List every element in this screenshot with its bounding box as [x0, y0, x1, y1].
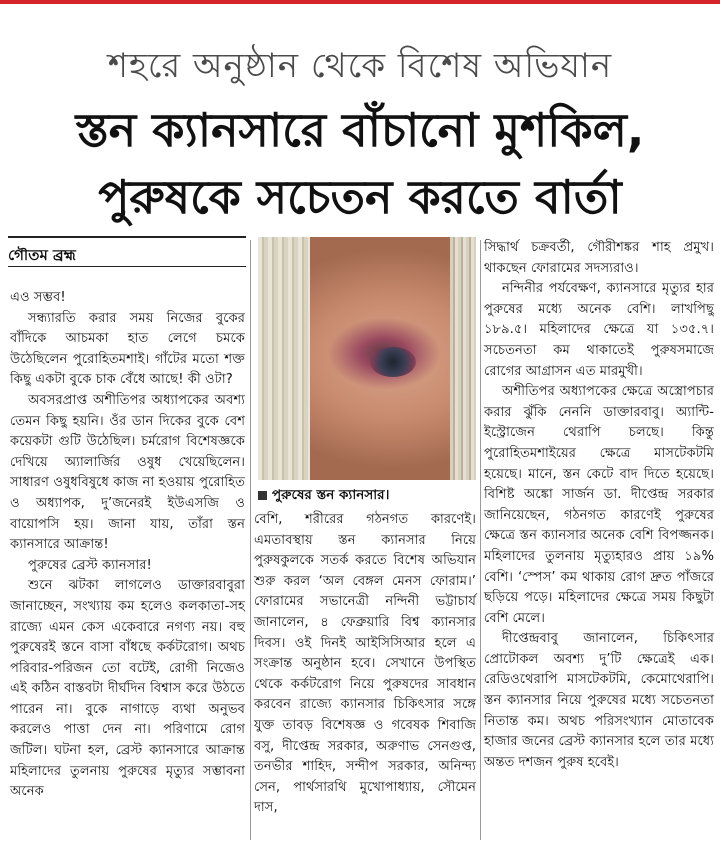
paragraph: সিদ্ধার্থ চক্রবর্তী, গৌরীশঙ্কর শাহ প্রমুখ। থাকছেন ফোরামের সদস্যরাও। — [484, 240, 714, 276]
paragraph: পুরুষের ব্রেস্ট ক্যানসার! — [28, 557, 152, 573]
article-column-1 — [10, 288, 245, 803]
byline-rule-bottom — [8, 266, 246, 267]
paragraph: অবসরপ্রাপ্ত অশীতিপর অধ্যাপকের অবশ্য তেমন কিছু হয়নি। ওঁর ডান দিকের বুকে বেশ কয়েকটা গুটি উঠেছিল। চর্মরোগ বিশেষজ্ঞকে দেখিয়ে অ্যালার্জির ওষুধ খেয়েছিলেন। সাধারণ ওষুধবিষুধে কাজ না হওয়ায় পুরোহিত ও অধ্যাপক, দু’জনেরই ইউএসজি ও বায়োপসি হয়। জানা যায়, তাঁরা স্তন ক্যানসারে আক্রান্ত! — [10, 392, 245, 553]
top-red-bar — [0, 0, 720, 4]
photo-caption — [258, 484, 389, 507]
photo-caption-text: পুরুষের স্তন ক্যানসার। — [272, 487, 390, 503]
article-kicker: শহরে অনুষ্ঠান থেকে বিশেষ অভিযান — [107, 46, 613, 86]
article-column-3 — [484, 238, 714, 773]
paragraph: নন্দিনীর পর্যবেক্ষণ, ক্যানসারে মৃত্যুর হার পুরুষের মধ্যে অনেক বেশি। লাখপিছু ১৮৯.৫। মহিলাদের ক্ষেত্রে যা ১৩৫.৭। সচেতনতা কম থাকাতেই পুরুষসমাজে রোগের আগ্রাসন এত মারমুখী। — [484, 281, 714, 379]
paragraph: এও সম্ভব! — [10, 290, 66, 305]
article-column-2 — [254, 510, 476, 819]
byline-rule-top — [8, 236, 246, 238]
shirt-left — [258, 237, 310, 480]
paragraph: শুনে ঝটকা লাগলেও ডাক্তারবাবুরা জানাচ্ছেন, সংখ্যায় কম হলেও কলকাতা-সহ রাজ্যে এমন কেস একেবারে নগণ্য নয়। বহু পুরুষেরই স্তনে বাসা বাঁধছে কর্কটরোগ। অথচ পরিবার-পরিজন তো বটেই, রোগী নিজেও এই কঠিন বাস্তবটা দীর্ঘদিন বিশ্বাস করে উঠতে পারেন না। বুকে নাগাড়ে ব্যথা অনুভব করলেও পাত্তা দেন না। পরিণামে রোগ জটিল। ঘটনা হল, ব্রেস্ট ক্যানসারে আক্রান্ত মহিলাদের তুলনায় পুরুষের মৃত্যুর সম্ভাবনা অনেক — [10, 578, 245, 800]
column-divider-2 — [480, 240, 481, 840]
paragraph: বেশি, শরীরের গঠনগত কারণেই। এমতাবস্থায় স্তন ক্যানসার নিয়ে পুরুষকুলকে সতর্ক করতে বিশেষ অভিযান শুরু করল ‘অল বেঙ্গল মেনস ফোরাম।’ ফোরামের সভানেত্রী নন্দিনী ভট্টাচার্য জানালেন, ৪ ফেব্রুয়ারি বিশ্ব ক্যানসার দিবস। ওই দিনই আইসিসিআর হলে এ সংক্রান্ত অনুষ্ঠান হবে। সেখানে উপস্থিত থেকে কর্কটরোগ নিয়ে পুরুষদের সাবধান করবেন রাজ্যে ক্যানসার চিকিৎসার সঙ্গে যুক্ত তাবড় বিশেষজ্ঞ ও গবেষক শিবাজি বসু, দীপ্তেন্দ্র সরকার, অরুণাভ সেনগুপ্ত, তনভীর শাহিদ, সন্দীপ সরকার, অনিন্দ্য সেন, পার্থসারথি মুখোপাধ্যায়, সৌমেন দাস, — [254, 512, 476, 816]
byline: গৌতম ব্রহ্ম — [8, 246, 76, 264]
article-photo — [258, 237, 476, 480]
headline-line-2: পুরুষকে সচেতন করতে বার্তা — [98, 170, 622, 224]
paragraph: দীপ্তেন্দ্রবাবু জানালেন, চিকিৎসার প্রোটোকল অবশ্য দু’টি ক্ষেত্রেই এক। রেডিওথেরাপি মাসটেকটমি, কেমোথেরাপি। স্তন ক্যানসার নিয়ে পুরুষের মধ্যে সচেতনতা নিতান্ত কম। অথচ পরিসংখ্যান মোতাবেক হাজার জনের ব্রেস্ট ক্যানসার হলে তার মধ্যে অন্তত দশজন পুরুষ হবেই। — [484, 631, 714, 770]
paragraph: অশীতিপর অধ্যাপকের ক্ষেত্রে অস্ত্রোপচার করার ঝুঁকি নেননি ডাক্তারবাবু। অ্যান্টি-ইস্ট্রোজেন থেরাপি চলছে। কিন্তু পুরোহিতমশাইয়ের ক্ষেত্রে মাসটেকটমি হয়েছে। মানে, স্তন কেটে বাদ দিতে হয়েছে। বিশিষ্ট অঙ্কো সার্জন ডা. দীপ্তেন্দ্র সরকার জানিয়েছেন, গঠনগত কারণেই পুরুষের ক্ষেত্রে স্তন ক্যানসার অনেক বেশি বিপজ্জনক। মহিলাদের তুলনায় মৃত্যুহারও প্রায় ১৯% বেশি। ‘স্পেস’ কম থাকায় রোগ দ্রুত পাঁজরে ছড়িয়ে পড়ে। মহিলাদের ক্ষেত্রে সময় কিছুটা বেশি মেলে। — [484, 384, 714, 626]
shirt-right — [450, 237, 476, 480]
lesion-mark — [370, 347, 416, 377]
caption-square-icon — [258, 491, 267, 500]
column-divider-1 — [250, 240, 251, 840]
headline-line-1: স্তন ক্যানসারে বাঁচানো মুশকিল, — [75, 103, 645, 157]
paragraph: সন্ধ্যারতি করার সময় নিজের বুকের বাঁদিকে আচমকা হাত লেগে চমকে উঠেছিলেন পুরোহিতমশাই। গাঁটের মতো শক্ত কিছু একটা বুকে চাক বেঁধে আছে! কী ওটা? — [10, 310, 245, 388]
